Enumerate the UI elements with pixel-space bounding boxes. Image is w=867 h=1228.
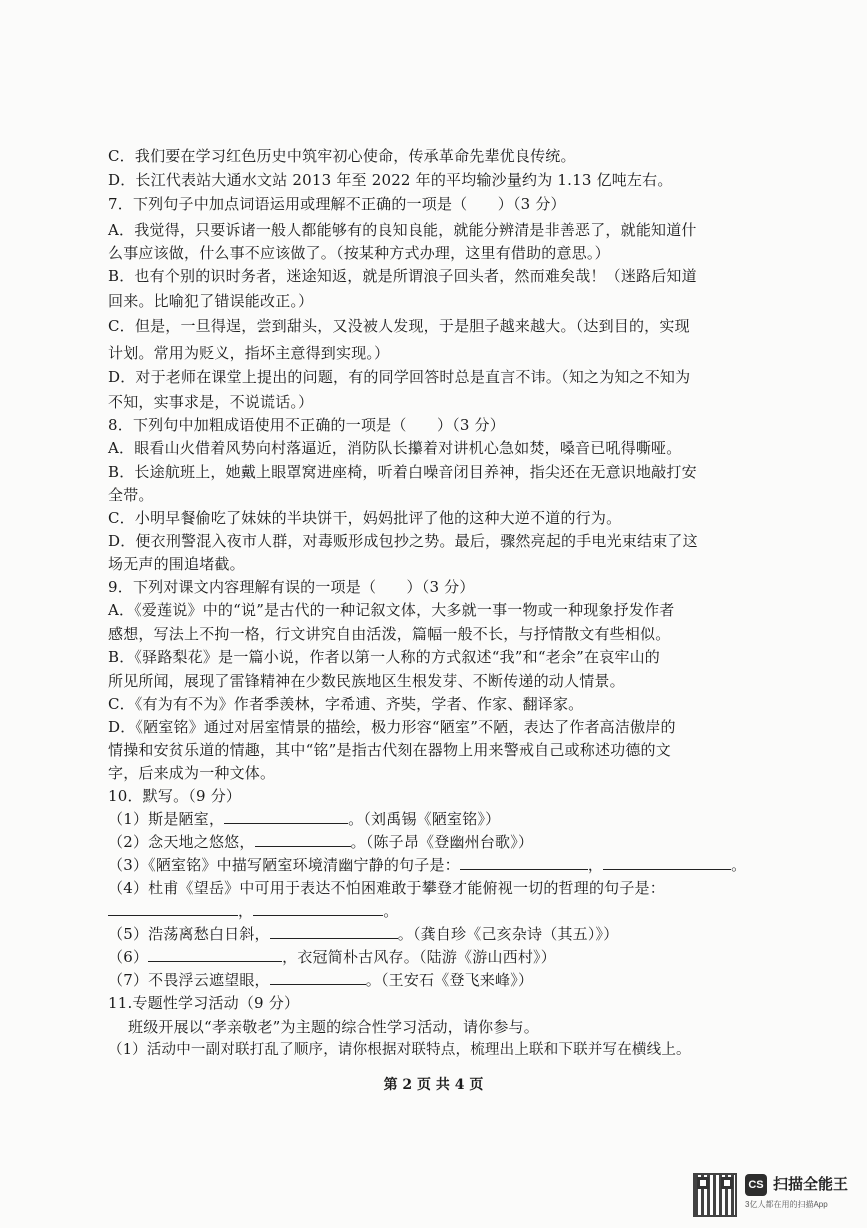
dictation-item	[108, 809, 500, 829]
q9-option-b-line2: 所见所闻，展现了雷锋精神在少数民族地区生根发芽、不断传递的动人情景。	[108, 672, 625, 690]
dictation-item	[108, 970, 533, 990]
dictation-prompt: （1）斯是陋室，	[108, 810, 225, 828]
dictation-prompt: （3）《陋室铭》中描写陋室环境清幽宁静的句子是：	[108, 856, 460, 874]
question-7-title: 7．下列句子中加点词语运用或理解不正确的一项是（ ）（3 分）	[108, 195, 566, 213]
q7-option-d-line2: 不知，实事求是，不说谎话。）	[108, 393, 314, 411]
page-number: 第 2 页 共 4 页	[383, 1077, 484, 1093]
answer-blank[interactable]	[255, 832, 351, 847]
q9-option-d-line2: 情操和安贫乐道的情趣，其中“铭”是指古代刻在器物上用来警戒自己或称述功德的文	[108, 741, 671, 759]
period: 。	[383, 902, 399, 920]
answer-blank[interactable]	[148, 947, 282, 962]
dictation-source: 。（刘禹锡《陋室铭》）	[348, 810, 501, 828]
comma: ，	[587, 856, 604, 874]
q9-option-a-line2: 感想，写法上不拘一格，行文讲究自由活泼，篇幅一般不长，与抒情散文有些相似。	[108, 625, 671, 643]
q8-option-c: C．小明早餐偷吃了妹妹的半块饼干，妈妈批评了他的这种大逆不道的行为。	[108, 509, 622, 527]
comma: ，	[238, 902, 254, 920]
dictation-source: 。（陈子昂《登幽州台歌》）	[350, 833, 534, 851]
dictation-item	[108, 947, 556, 967]
answer-blank[interactable]	[270, 924, 398, 939]
period: 。	[731, 856, 747, 874]
q7-option-c-line2: 计划。常用为贬义，指坏主意得到实现。）	[108, 344, 390, 362]
dictation-prompt: （4）杜甫《望岳》中可用于表达不怕困难敢于攀登才能俯视一切的哲理的句子是：	[108, 879, 665, 897]
answer-blank[interactable]	[460, 855, 588, 870]
q9-option-a-line1: A．《爱莲说》中的“说”是古代的一种记叙文体，大多就一事一物或一种现象抒发作者	[108, 601, 675, 619]
dictation-prompt: （2）念天地之悠悠，	[108, 833, 255, 851]
answer-blank[interactable]	[253, 901, 383, 916]
question-8-title: 8．下列句中加粗成语使用不正确的一项是（ ）（3 分）	[108, 416, 505, 434]
dictation-source: 。（龚自珍《己亥杂诗（其五）》）	[397, 925, 619, 943]
q7-option-c-line1: C．但是，一旦得逞，尝到甜头，又没被人发现，于是胆子越来越大。（达到目的，实现	[108, 317, 690, 335]
q8-option-d-line2: 场无声的围追堵截。	[108, 555, 245, 573]
q8-option-b-line2: 全带。	[108, 486, 154, 504]
q7-option-a-line1: A．我觉得，只要诉诸一般人都能够有的良知良能，就能分辨清是非善恶了，就能知道什	[108, 221, 697, 239]
scanner-watermark	[693, 1165, 853, 1217]
q7-option-b-line2: 回来。比喻犯了错误能改正。）	[108, 292, 314, 310]
brand-slogan: 3亿人都在用的扫描App	[745, 1200, 828, 1209]
q8-option-d-line1: D．便衣刑警混入夜市人群，对毒贩形成包抄之势。最后，骤然亮起的手电光束结束了这	[108, 532, 698, 550]
question-10-title: 10．默写。（9 分）	[108, 787, 242, 805]
option-c-line: C．我们要在学习红色历史中筑牢初心使命，传承革命先辈优良传统。	[108, 147, 576, 165]
q8-option-a: A．眼看山火借着风势向村落逼近，消防队长攥着对讲机心急如焚，嗓音已吼得嘶哑。	[108, 439, 682, 457]
q9-option-b-line1: B．《驿路梨花》是一篇小说，作者以第一人称的方式叙述“我”和“老余”在哀牢山的	[108, 648, 661, 666]
q9-option-c: C．《有为有不为》作者季羡林，字希逋、齐奘，学者、作家、翻译家。	[108, 695, 584, 713]
qr-code-icon	[693, 1173, 737, 1217]
answer-blank[interactable]	[603, 855, 731, 870]
dictation-source: 。（王安石《登飞来峰》）	[365, 971, 534, 989]
dictation-item	[108, 855, 746, 875]
dictation-item	[108, 832, 533, 852]
answer-blank[interactable]	[224, 809, 348, 824]
q7-option-d-line1: D．对于老师在课堂上提出的问题，有的同学回答时总是直言不讳。（知之为知之不知为	[108, 368, 691, 386]
q7-option-a-line2: 么事应该做，什么事不应该做了。（按某种方式办理，这里有借助的意思。）	[108, 244, 610, 262]
dictation-prompt: （6）	[108, 948, 149, 966]
question-9-title: 9．下列对课文内容理解有误的一项是（ ）（3 分）	[108, 578, 475, 596]
camscanner-logo-icon: CS	[745, 1174, 767, 1196]
dictation-item-prompt	[108, 878, 665, 898]
dictation-item-blanks	[108, 901, 398, 921]
option-d-line: D．长江代表站大通水文站 2013 年至 2022 年的平均输沙量约为 1.13 亿吨左右。	[108, 171, 673, 189]
dictation-prompt: （5）浩荡离愁白日斜，	[108, 925, 270, 943]
brand-name: 扫描全能王	[773, 1176, 849, 1193]
q9-option-d-line1: D．《陋室铭》通过对居室情景的描绘，极力形容“陋室”不陋，表达了作者高洁傲岸的	[108, 718, 676, 736]
answer-blank[interactable]	[108, 901, 238, 916]
q7-option-b-line1: B．也有个别的识时务者，迷途知返，就是所谓浪子回头者，然而难矣哉！（迷路后知道	[108, 267, 697, 285]
dictation-prompt: （7）不畏浮云遮望眼，	[108, 971, 270, 989]
dictation-source: ，衣冠简朴古风存。（陆游《游山西村》）	[282, 948, 556, 966]
q11-intro: 班级开展以“孝亲敬老”为主题的综合性学习活动，请你参与。	[128, 1018, 539, 1036]
q9-option-d-line3: 字，后来成为一种文体。	[108, 764, 276, 782]
dictation-item	[108, 924, 618, 944]
q11-sub1: （1）活动中一副对联打乱了顺序，请你根据对联特点，梳理出上联和下联并写在横线上。	[108, 1042, 691, 1058]
question-11-title: 11.专题性学习活动（9 分）	[108, 994, 300, 1012]
q8-option-b-line1: B．长途航班上，她戴上眼罩窝进座椅，听着白噪音闭目养神，指尖还在无意识地敲打安	[108, 463, 697, 481]
answer-blank[interactable]	[270, 970, 366, 985]
